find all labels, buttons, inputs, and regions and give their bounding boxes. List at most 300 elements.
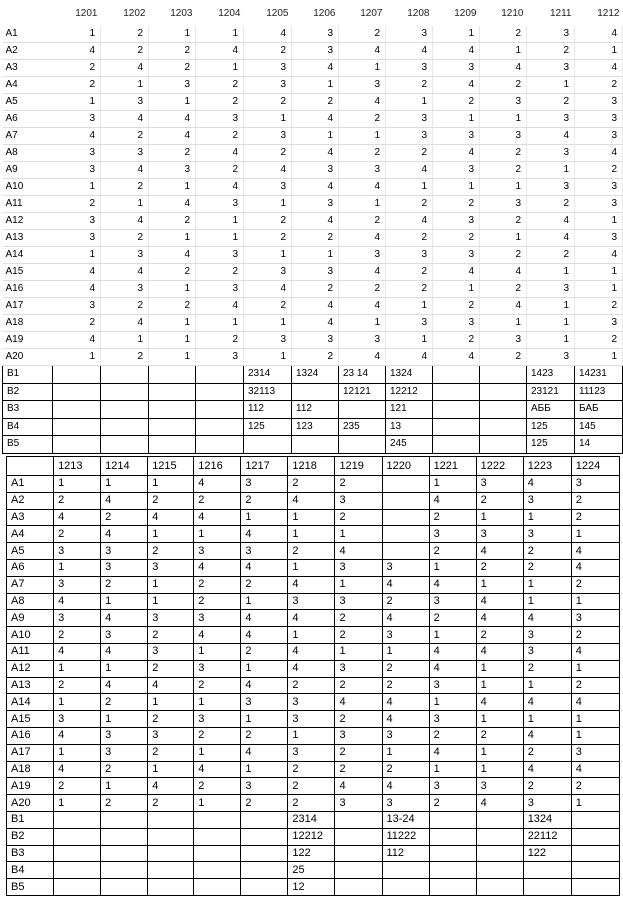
answer-cell: 1 <box>433 111 480 128</box>
answer-cell: 3 <box>429 593 476 610</box>
answer-cell: 4 <box>288 660 335 677</box>
answer-cell: 32113 <box>244 383 292 401</box>
answer-cell: 2 <box>433 94 480 111</box>
answer-cell: 14 <box>575 436 623 454</box>
answer-cell: 2 <box>571 576 619 593</box>
answer-cell: 1 <box>339 128 386 145</box>
row-label: B5 <box>3 436 53 454</box>
answer-cell <box>571 845 619 862</box>
table-row <box>7 862 620 879</box>
column-header: 1213 <box>54 457 101 476</box>
table-row <box>7 727 620 744</box>
answer-cell: 1 <box>196 60 244 77</box>
answer-cell <box>429 845 476 862</box>
answer-cell: 245 <box>386 436 433 454</box>
column-header: 1205 <box>266 8 289 19</box>
answer-cell: 1 <box>339 315 386 332</box>
answer-cell: 3 <box>196 247 244 264</box>
answer-cell: 3 <box>335 492 382 509</box>
answer-cell: 2 <box>149 213 196 230</box>
answer-cell: 4 <box>571 761 619 778</box>
table2-b-section <box>7 811 620 895</box>
answer-cell: 4 <box>53 264 101 281</box>
answer-cell <box>382 526 429 543</box>
row-label: B3 <box>3 401 53 419</box>
answer-cell <box>196 436 244 454</box>
answer-cell: 1 <box>101 476 148 493</box>
answer-cell <box>149 401 196 419</box>
answer-cell: 3 <box>523 643 571 660</box>
answer-cell: 3 <box>480 196 527 213</box>
answer-cell: 1 <box>382 744 429 761</box>
answer-cell: 2 <box>480 349 527 366</box>
answer-cell: 2 <box>148 744 194 761</box>
answer-cell: 3 <box>433 247 480 264</box>
answer-cell: 4 <box>575 60 623 77</box>
answer-cell: 2 <box>429 610 476 627</box>
table-row <box>3 111 623 128</box>
answer-cell: 2 <box>433 332 480 349</box>
answer-cell <box>433 366 480 384</box>
answer-cell: 4 <box>523 694 571 711</box>
column-header: 1217 <box>241 457 288 476</box>
answer-cell <box>429 862 476 879</box>
answer-cell: 3 <box>53 162 101 179</box>
answer-cell: 4 <box>244 281 292 298</box>
answer-cell: 1 <box>54 559 101 576</box>
answer-cell: 2 <box>292 281 339 298</box>
answer-cell: 3 <box>480 128 527 145</box>
table-row <box>3 26 623 43</box>
answer-cell: 2 <box>382 677 429 694</box>
answer-cell <box>244 436 292 454</box>
answer-cell: 1 <box>480 230 527 247</box>
column-header: 1222 <box>476 457 523 476</box>
answer-cell: 1 <box>149 26 196 43</box>
answer-cell: 3 <box>575 315 623 332</box>
answer-cell: 4 <box>523 727 571 744</box>
row-label: A8 <box>3 145 53 162</box>
answer-cell: 2 <box>244 94 292 111</box>
answer-cell: 4 <box>429 744 476 761</box>
answer-cell: 3 <box>575 179 623 196</box>
answer-cell: 25 <box>288 862 335 879</box>
table1-b-section <box>3 366 623 454</box>
answer-cell: 4 <box>480 298 527 315</box>
answer-cell: 1 <box>244 315 292 332</box>
answer-cell <box>339 436 386 454</box>
answer-cell: 2 <box>575 298 623 315</box>
column-header: 1216 <box>194 457 241 476</box>
answer-cell: 2 <box>148 492 194 509</box>
answer-cell: 3 <box>335 593 382 610</box>
answer-cell: 3 <box>101 247 149 264</box>
answer-cell: 4 <box>241 526 288 543</box>
row-label: A5 <box>3 94 53 111</box>
answer-cell: 1 <box>54 694 101 711</box>
table-row <box>3 213 623 230</box>
answer-cell: 3 <box>339 77 386 94</box>
answer-cell: 1 <box>571 593 619 610</box>
answer-cell: 4 <box>53 128 101 145</box>
table-row <box>3 179 623 196</box>
answer-cell: 3 <box>53 145 101 162</box>
answer-cell: 1 <box>101 196 149 213</box>
answer-cell: 4 <box>288 643 335 660</box>
answer-cell: 122 <box>523 845 571 862</box>
answers-table-2 <box>6 456 620 896</box>
answer-cell: 13-24 <box>382 811 429 828</box>
table-row <box>3 162 623 179</box>
answer-cell: 1 <box>480 179 527 196</box>
table-row <box>7 828 620 845</box>
answer-cell: 2 <box>386 230 433 247</box>
answer-cell: 1 <box>527 315 575 332</box>
answer-cell <box>148 828 194 845</box>
answer-cell: 2 <box>382 660 429 677</box>
answer-cell <box>53 401 101 419</box>
answer-cell <box>292 436 339 454</box>
answer-cell: 3 <box>292 43 339 60</box>
answer-cell <box>54 845 101 862</box>
answer-cell <box>53 383 101 401</box>
answer-cell: 1 <box>53 247 101 264</box>
answer-cell: 1 <box>523 593 571 610</box>
row-label: A17 <box>7 744 54 761</box>
table-row <box>3 43 623 60</box>
answer-cell: 2 <box>429 509 476 526</box>
answer-cell: 2 <box>101 298 149 315</box>
answer-cell: 2 <box>292 94 339 111</box>
answer-cell: 2 <box>386 145 433 162</box>
answer-cell: 4 <box>476 543 523 560</box>
answer-cell: 4 <box>433 77 480 94</box>
answer-cell: 3 <box>429 526 476 543</box>
answer-cell: 1 <box>196 230 244 247</box>
answer-cell: 3 <box>433 128 480 145</box>
answer-cell <box>241 879 288 896</box>
answer-cell: 3 <box>196 349 244 366</box>
answer-cell: 2 <box>288 476 335 493</box>
answer-cell: 3 <box>386 128 433 145</box>
answer-cell: 3 <box>54 543 101 560</box>
answer-cell: 2 <box>480 213 527 230</box>
answer-cell: 2 <box>244 298 292 315</box>
answer-cell: 3 <box>194 711 241 728</box>
table-row <box>3 247 623 264</box>
answer-cell <box>433 418 480 436</box>
answer-cell: 3 <box>101 543 148 560</box>
row-label: A16 <box>3 281 53 298</box>
answer-cell: 2 <box>527 43 575 60</box>
answers-table-1 <box>2 2 623 454</box>
row-label: A2 <box>3 43 53 60</box>
row-label: A13 <box>3 230 53 247</box>
answer-cell: 3 <box>244 179 292 196</box>
answer-cell <box>194 811 241 828</box>
answer-cell: 4 <box>429 660 476 677</box>
answer-cell: 1 <box>244 111 292 128</box>
answer-cell: 2 <box>194 593 241 610</box>
answer-cell <box>476 811 523 828</box>
table-row <box>3 436 623 454</box>
answer-cell: 1 <box>476 509 523 526</box>
answer-cell: 4 <box>335 778 382 795</box>
answer-cell: 2 <box>196 264 244 281</box>
answer-cell <box>53 418 101 436</box>
answer-cell: 2 <box>339 111 386 128</box>
answer-cell: 2 <box>480 26 527 43</box>
answer-cell: 4 <box>149 247 196 264</box>
answer-cell: 4 <box>288 492 335 509</box>
answer-cell: 3 <box>54 711 101 728</box>
table-row <box>3 349 623 366</box>
answer-cell: 11123 <box>575 383 623 401</box>
answer-cell <box>194 862 241 879</box>
answer-cell: 4 <box>241 559 288 576</box>
answer-cell: 3 <box>53 298 101 315</box>
answer-cell: 4 <box>476 795 523 812</box>
answer-cell <box>480 383 527 401</box>
column-header: 1215 <box>148 457 194 476</box>
answer-cell: 4 <box>523 761 571 778</box>
row-label: A6 <box>7 559 54 576</box>
answer-cell: 1423 <box>527 366 575 384</box>
answer-cell: 4 <box>292 111 339 128</box>
answer-cell: 3 <box>386 247 433 264</box>
row-label: A11 <box>7 643 54 660</box>
row-label: B1 <box>7 811 54 828</box>
answer-cell: 1 <box>241 660 288 677</box>
answer-cell: 4 <box>196 298 244 315</box>
answer-cell: 1 <box>53 349 101 366</box>
answer-cell: 3 <box>53 230 101 247</box>
answer-cell: 3 <box>241 543 288 560</box>
answer-cell: 4 <box>292 60 339 77</box>
answer-cell: 4 <box>241 610 288 627</box>
answer-cell: 3 <box>101 281 149 298</box>
answer-cell: 13 <box>386 418 433 436</box>
answer-cell: 4 <box>571 559 619 576</box>
answer-cell <box>382 862 429 879</box>
answer-cell: 1 <box>148 694 194 711</box>
answer-cell: 2 <box>386 196 433 213</box>
answer-cell: 4 <box>244 26 292 43</box>
answer-cell <box>571 862 619 879</box>
row-label: A8 <box>7 593 54 610</box>
answer-cell: 3 <box>433 213 480 230</box>
answer-cell: 3 <box>148 559 194 576</box>
answer-cell: 4 <box>429 643 476 660</box>
answer-cell: 2 <box>101 43 149 60</box>
answer-cell: 4 <box>241 627 288 644</box>
column-header: 1204 <box>218 8 241 19</box>
answer-cell <box>382 476 429 493</box>
answer-cell: 1 <box>575 264 623 281</box>
answer-cell: 3 <box>335 660 382 677</box>
table-row <box>7 694 620 711</box>
answer-cell: 2 <box>194 727 241 744</box>
answer-cell: 4 <box>196 179 244 196</box>
answer-cell: 2 <box>480 145 527 162</box>
answer-cell: 3 <box>241 476 288 493</box>
answer-cell <box>101 862 148 879</box>
answer-cell <box>335 862 382 879</box>
answer-cell: 1 <box>288 509 335 526</box>
column-header: 1223 <box>523 457 571 476</box>
answer-cell: 1 <box>480 111 527 128</box>
answer-cell: 3 <box>101 559 148 576</box>
answer-cell: 1 <box>196 315 244 332</box>
answer-cell: 4 <box>101 111 149 128</box>
answer-cell: 4 <box>54 761 101 778</box>
answer-cell: 3 <box>101 145 149 162</box>
answer-cell: 3 <box>288 593 335 610</box>
answer-cell: 1 <box>571 660 619 677</box>
answer-cell: 1 <box>244 247 292 264</box>
answer-cell: 3 <box>523 627 571 644</box>
table-row <box>7 526 620 543</box>
answer-cell <box>382 879 429 896</box>
answer-cell: 4 <box>339 43 386 60</box>
answer-cell: 3 <box>527 111 575 128</box>
answer-cell <box>571 811 619 828</box>
answer-cell <box>339 401 386 419</box>
answer-cell: 2 <box>575 162 623 179</box>
answer-cell: 2 <box>339 281 386 298</box>
answer-cell: 3 <box>148 643 194 660</box>
answer-cell: 3 <box>480 94 527 111</box>
answer-cell: 1 <box>149 94 196 111</box>
answer-cell: 1 <box>476 711 523 728</box>
answer-cell: 2 <box>335 476 382 493</box>
row-label: B2 <box>7 828 54 845</box>
answer-cell: 4 <box>101 492 148 509</box>
answer-cell: 1 <box>523 509 571 526</box>
answer-cell: 3 <box>575 230 623 247</box>
answer-cell: 1 <box>339 196 386 213</box>
answer-cell: 3 <box>244 128 292 145</box>
answer-cell: 2 <box>196 94 244 111</box>
row-label: A10 <box>3 179 53 196</box>
table-row <box>7 845 620 862</box>
answer-cell <box>194 879 241 896</box>
row-label: B3 <box>7 845 54 862</box>
answer-cell <box>429 811 476 828</box>
row-label: A19 <box>7 778 54 795</box>
answer-cell: 1 <box>386 332 433 349</box>
answer-cell: 1 <box>433 26 480 43</box>
column-header: 1212 <box>597 8 620 19</box>
answer-cell: 1 <box>101 711 148 728</box>
answer-cell: 2 <box>101 128 149 145</box>
table-row <box>7 879 620 896</box>
table-row <box>7 744 620 761</box>
answer-cell <box>523 879 571 896</box>
answer-cell <box>571 879 619 896</box>
answer-cell: 3 <box>575 111 623 128</box>
answer-cell: 2 <box>53 196 101 213</box>
answer-cell: 4 <box>339 264 386 281</box>
answer-cell: 2 <box>476 559 523 576</box>
column-header: 1221 <box>429 457 476 476</box>
answer-cell: 2 <box>575 332 623 349</box>
answer-cell: 4 <box>433 43 480 60</box>
table-row <box>3 366 623 384</box>
answer-cell: 1 <box>149 315 196 332</box>
answer-cell: 2 <box>523 778 571 795</box>
answer-cell: 4 <box>244 162 292 179</box>
answer-cell: 2 <box>101 230 149 247</box>
answer-cell: 1 <box>194 744 241 761</box>
answer-cell: 3 <box>571 610 619 627</box>
answer-cell: 2 <box>288 677 335 694</box>
column-header: 1219 <box>335 457 382 476</box>
answer-cell: 4 <box>433 145 480 162</box>
answer-cell <box>149 436 196 454</box>
answer-cell: 2 <box>382 761 429 778</box>
answer-cell <box>335 845 382 862</box>
answer-cell: 4 <box>429 576 476 593</box>
answer-cell: 1 <box>241 761 288 778</box>
table-row <box>3 196 623 213</box>
answer-cell: 2 <box>288 795 335 812</box>
answer-cell: 3 <box>288 694 335 711</box>
answer-cell: 3 <box>433 162 480 179</box>
answer-cell <box>194 828 241 845</box>
answer-cell: 4 <box>480 60 527 77</box>
answer-cell: 1 <box>148 576 194 593</box>
answer-cell: 4 <box>386 162 433 179</box>
answer-cell: 2 <box>53 60 101 77</box>
answer-cell: 4 <box>575 247 623 264</box>
answer-cell: 1 <box>575 43 623 60</box>
answer-cell: 2 <box>101 576 148 593</box>
answer-cell: 2 <box>241 727 288 744</box>
answer-cell <box>54 828 101 845</box>
answer-cell: 3 <box>480 332 527 349</box>
answer-cell: 1 <box>241 593 288 610</box>
answer-cell: 4 <box>149 128 196 145</box>
header-row <box>3 2 623 26</box>
answer-cell: 2 <box>53 315 101 332</box>
answer-cell: 2 <box>476 627 523 644</box>
answer-cell: 4 <box>194 559 241 576</box>
answer-cell <box>101 828 148 845</box>
answer-cell: 2 <box>386 264 433 281</box>
answer-cell: 4 <box>194 761 241 778</box>
answer-cell: 1 <box>244 349 292 366</box>
answer-cell: 1 <box>101 660 148 677</box>
answer-cell: 3 <box>429 711 476 728</box>
answer-cell: 4 <box>148 677 194 694</box>
table-row <box>7 543 620 560</box>
answer-cell: 2 <box>527 196 575 213</box>
table-row <box>7 576 620 593</box>
answer-cell: 145 <box>575 418 623 436</box>
answer-cell: 1 <box>523 576 571 593</box>
answer-cell <box>101 436 149 454</box>
answer-cell: 2 <box>335 627 382 644</box>
answer-cell: 1 <box>101 77 149 94</box>
answer-cell: 3 <box>101 727 148 744</box>
answer-cell: 4 <box>382 711 429 728</box>
answer-cell: 2 <box>149 298 196 315</box>
answer-cell: 2 <box>571 492 619 509</box>
table-row <box>7 610 620 627</box>
answer-cell: 1 <box>288 627 335 644</box>
table-row <box>7 509 620 526</box>
